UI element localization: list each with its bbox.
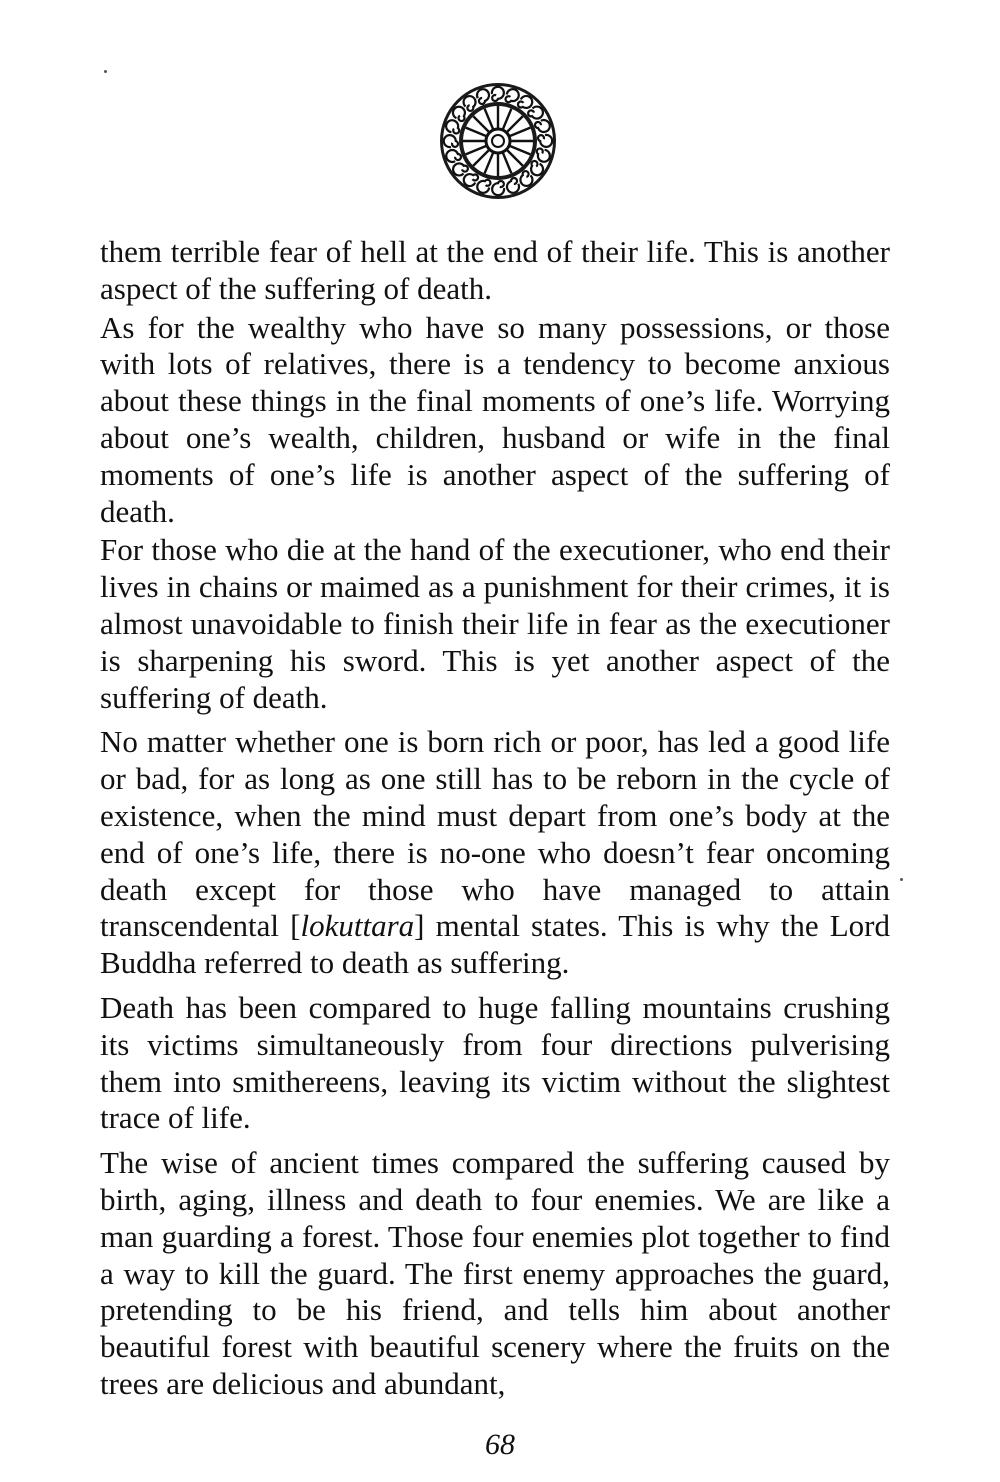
paragraph: No matter whether one is born rich or poor, has led a good life or bad, for as long as one still has to be reborn in the cycle of existence, when the mind must depart from one’s body at the end of one’s life, there is no-one who doesn’t fear oncoming death except for those who have managed to attain transcendental [lokuttara] mental states. This is why the Lord Buddha referred to death as suffering. — [100, 724, 890, 981]
page-number: 68 — [485, 1428, 515, 1461]
paragraph: As for the wealthy who have so many possessions, or those with lots of relatives, there is a tendency to become anxious about these things in the final moments of one’s life. Worrying about one’s wealth, children, husband or wife in the final moments of one’s life is another aspect of the suffering of death. — [100, 309, 890, 529]
dharma-wheel-icon — [437, 80, 559, 202]
paragraph: For those who die at the hand of the executioner, who end their lives in chains or maimed as a punishment for their crimes, it is almost unavoidable to finish their life in fear as the executioner is sharpening his sword. This is yet another aspect of the suffering of death. — [100, 532, 890, 715]
paragraph: Death has been compared to huge falling mountains crushing its victims simultaneously from four directions pulverising them into smithereens, leaving its victim without the slightest trace of life. — [100, 989, 890, 1136]
paragraph: The wise of ancient times compared the suffering caused by birth, aging, illness and death to four enemies. We are like a man guarding a forest. Those four enemies plot together to find a way to kill the guard. The first enemy approaches the guard, pretending to be his friend, and tells him about another beautiful forest with beautiful scenery where the fruits on the trees are delicious and abundant, — [100, 1145, 890, 1401]
paragraph: them terrible fear of hell at the end of their life. This is another aspect of the suffering of death. — [100, 234, 890, 306]
page-body — [100, 234, 890, 1403]
scan-speck — [104, 70, 107, 73]
scan-speck — [900, 878, 903, 881]
